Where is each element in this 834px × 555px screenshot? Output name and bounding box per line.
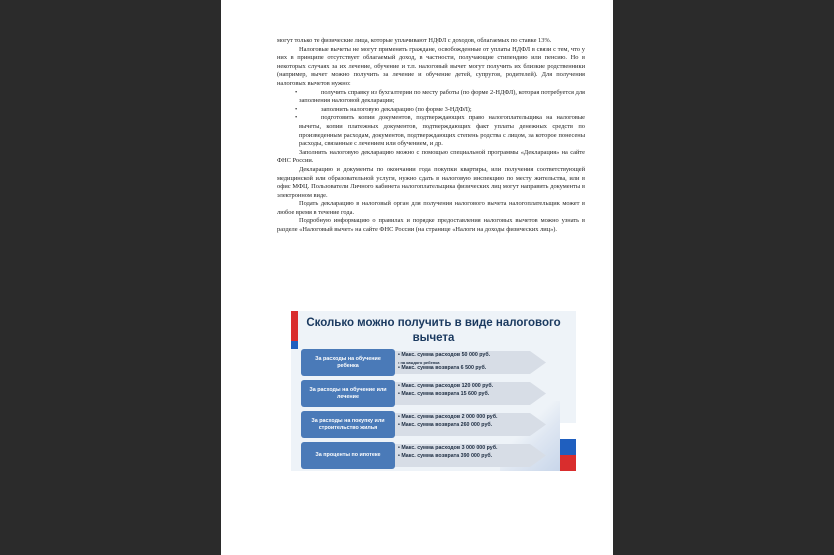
list-item <box>277 89 585 106</box>
paragraph: Подать декларацию в налоговый орган для получения налогового вычета налогоплательщик может в любое время в течение года. <box>277 200 585 216</box>
list-item-text: получить справку из бухгалтерии по месту работы (по форме 2-НДФЛ), которая потребуется для заполнения налоговой декларации; <box>299 88 585 105</box>
deduction-values <box>398 352 490 372</box>
max-refund: • Макс. сумма возврата 390 000 руб. <box>398 452 493 459</box>
paragraph: Подробную информацию о правилах и порядке предоставления налоговых вычетов можно узнать в разделе «Налоговый вычет» на сайте ФНС России (на странице «Налоги на доходы физических лиц»). <box>277 217 585 234</box>
deduction-row <box>301 380 551 407</box>
infographic-title: Сколько можно получить в виде налогового вычета <box>306 317 561 344</box>
deduction-values <box>398 383 493 398</box>
bullet-marker: • <box>295 88 298 96</box>
paragraph: Налоговые вычеты не могут применять граждане, освобожденные от уплаты НДФЛ в связи с тем, что у них в принципе отсутствует облагаемый доход, в частности, получающие стипендию или пенсию. Но в некоторых случаях за их лечение, обучение и т.п. налоговый вычет могут получить их близкие родственники (например, вычет можно получить за лечение и обучение детей, супругов, родителей). Для получения налоговых вычетов нужно: <box>277 45 585 87</box>
list-item-text: заполнить налоговую декларацию (по форме 3-НДФЛ); <box>321 105 472 113</box>
deduction-label: За проценты по ипотеке <box>301 442 395 469</box>
red-stripe <box>291 311 298 341</box>
list-item <box>277 106 585 115</box>
deduction-row <box>301 442 551 469</box>
bullet-marker: • <box>295 114 298 122</box>
infographic <box>291 311 576 471</box>
deduction-label: За расходы на покупку или строительство жилья <box>301 411 395 438</box>
list-item-text: подготовить копии документов, подтверждающих право налогоплательщика на налоговые вычеты, копии платежных документов, подтверждающих факт уплаты денежных средств по произведенным расходам, документов, подтверждающих степень родства с лицом, за которое понесены расходы, связанные с лечением или обучением, и др. <box>299 114 585 148</box>
max-expense: • Макс. сумма расходов 2 000 000 руб. <box>398 414 498 420</box>
flag-icon <box>560 423 576 471</box>
paragraph: могут только те физические лица, которые уплачивают НДФЛ с доходов, облагаемых по ставке 13%. <box>277 37 552 44</box>
body-text <box>277 37 585 235</box>
deduction-label: За расходы на обучение или лечение <box>301 380 395 407</box>
paragraph: Заполнить налоговую декларацию можно с помощью специальной программы «Декларация» на сайте ФНС России. <box>277 148 585 165</box>
max-refund: • Макс. сумма возврата 15 600 руб. <box>398 390 490 397</box>
deduction-row <box>301 411 551 438</box>
deduction-label: За расходы на обучение ребенка <box>301 349 395 376</box>
paragraph: Декларацию и документы по окончании года покупки квартиры, или получения соответствующей медицинской или образовательной услуги, нужно сдать в налоговую инспекцию по месту жительства, или в офис МФЦ. Пользователи Личного кабинета налогоплательщика физических лиц могут направить документы в электронном виде. <box>277 165 585 199</box>
note: • на каждого ребенка <box>398 359 440 365</box>
list-item <box>277 114 585 148</box>
max-refund: • Макс. сумма возврата 6 500 руб. <box>398 364 487 371</box>
document-page <box>221 0 613 555</box>
max-expense: • Макс. сумма расходов 120 000 руб. <box>398 383 494 389</box>
deduction-row <box>301 349 551 376</box>
deduction-values <box>398 414 497 429</box>
blue-stripe <box>291 341 298 349</box>
deduction-values <box>398 445 497 460</box>
max-expense: • Макс. сумма расходов 50 000 руб. <box>398 352 491 358</box>
bullet-marker: • <box>295 105 298 113</box>
max-expense: • Макс. сумма расходов 3 000 000 руб. <box>398 445 498 451</box>
max-refund: • Макс. сумма возврата 260 000 руб. <box>398 421 493 428</box>
